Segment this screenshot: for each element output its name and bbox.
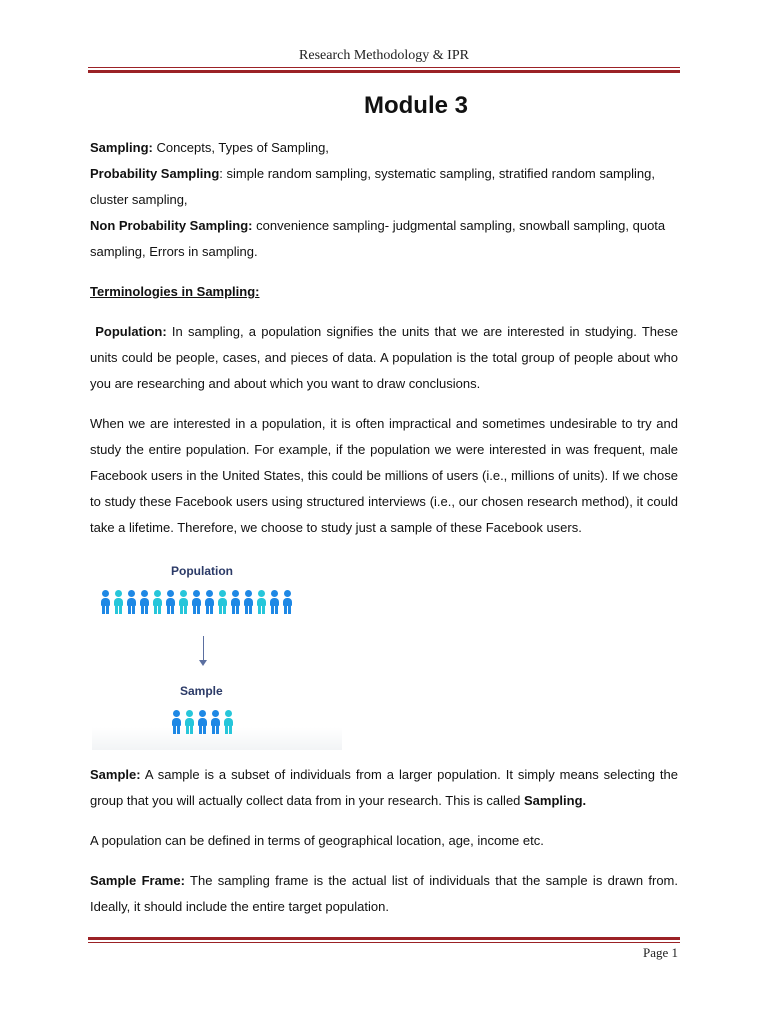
example-paragraph: When we are interested in a population, it is often impractical and sometimes undesirable to try and study the entire population. For example, if the population we were interested in was frequent, male Facebook users in the United States, this could be millions of users (i.e., millions of units). If we chose to study these Facebook users using structured interviews (i.e., our chosen research method), it could take a lifetime. Therefore, we choose to study just a sample of these Facebook users. [90,416,678,535]
population-definition: A population can be defined in terms of geographical location, age, income etc. [90,833,544,848]
term-label: Sample Frame: [90,873,185,888]
header-rule-thick [88,70,680,73]
sample-people-row [171,710,234,734]
person-icon [204,590,215,614]
module-title: Module 3 [363,92,468,119]
page-header: Research Methodology & IPR [299,48,469,63]
sample-paragraph [90,762,678,814]
person-icon [191,590,202,614]
term-text: In sampling, a population signifies the units that we are interested in studying. These units could be people, cases, and pieces of data. A population is the total group of people about who you are researching and about which you want to draw conclusions. [90,324,679,391]
population-sample-figure [92,560,342,750]
term-text: : simple random sampling, systematic sampling, stratified random sampling, cluster sampling, [90,166,655,207]
term-label: Sample: [90,767,141,782]
term-label: Population: [95,324,167,339]
page-content-lower [90,762,678,920]
sample-frame-paragraph [90,868,678,920]
syllabus-sampling [90,135,678,161]
arrow-head-icon [199,660,207,666]
header-rule-thin [88,67,680,68]
population-label: Population [171,564,233,578]
term-text: A sample is a subset of individuals from a larger population. It simply means selecting the group that you will actually collect data from in your research. This is called [90,767,678,808]
person-icon [113,590,124,614]
term-text: Concepts, Types of Sampling, [152,140,329,155]
person-icon [178,590,189,614]
page-number: Page 1 [642,945,678,960]
term-label: Probability Sampling [90,166,220,181]
population-paragraph [90,319,678,397]
person-icon [210,710,221,734]
page-content [90,135,678,541]
population-people-row [100,590,293,614]
person-icon [152,590,163,614]
person-icon [184,710,195,734]
footer-rule-thick [88,937,680,940]
person-icon [165,590,176,614]
person-icon [171,710,182,734]
arrow-down-icon [203,636,204,662]
person-icon [256,590,267,614]
term-text: The sampling frame is the actual list of individuals that the sample is drawn from. Ideally, it should include the entire target population. [90,873,678,914]
syllabus-non-probability [90,213,678,265]
person-icon [269,590,280,614]
person-icon [243,590,254,614]
person-icon [126,590,137,614]
footer-rule-thin [88,942,680,943]
person-icon [282,590,293,614]
term-label: Non Probability Sampling: [90,218,253,233]
syllabus-probability [90,161,678,213]
person-icon [139,590,150,614]
term-text: convenience sampling- judgmental sampling, snowball sampling, quota sampling, Errors in sampling. [90,218,666,259]
person-icon [197,710,208,734]
term-label: Sampling: [90,140,153,155]
person-icon [223,710,234,734]
person-icon [100,590,111,614]
term-label: Sampling. [524,793,587,808]
sample-label: Sample [180,684,223,698]
person-icon [230,590,241,614]
section-heading: Terminologies in Sampling: [90,284,260,299]
person-icon [217,590,228,614]
